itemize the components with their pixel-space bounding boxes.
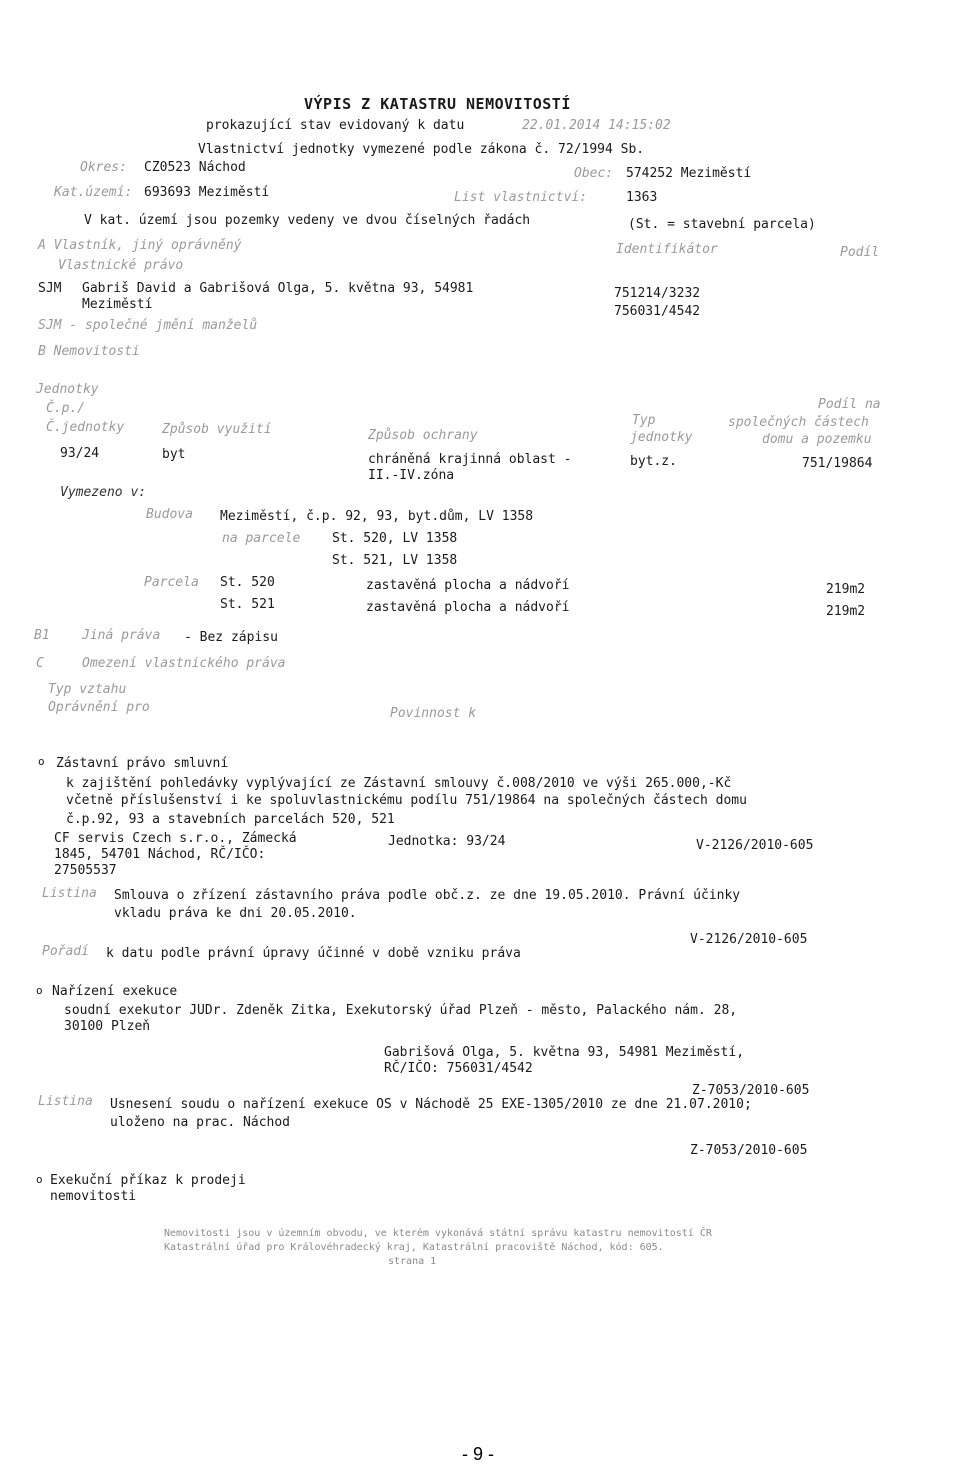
obec-label: Obec: [574, 166, 614, 181]
unit-protection-2: II.-IV.zóna [368, 468, 455, 483]
parcela-label: Parcela [144, 575, 199, 590]
section-a-sub: Vlastnické právo [58, 258, 184, 273]
entry1-line3: č.p.92, 93 a stavebních parcelách 520, 521 [66, 812, 395, 827]
entry1-listina-label: Listina [42, 886, 97, 901]
section-c-label: C [36, 656, 44, 671]
typ-vztahu: Typ vztahu [48, 682, 127, 697]
pozemky-note: V kat. území jsou pozemky vedeny ve dvou číselných řadách [84, 213, 531, 228]
budova-value: Meziměstí, č.p. 92, 93, byt.dům, LV 1358 [220, 509, 534, 524]
entry1-line2: včetně příslušenství i ke spoluvlastnickému podílu 751/19864 na společných částech domu [66, 793, 747, 808]
unit-number: 93/24 [60, 446, 100, 461]
obec-value: 574252 Meziměstí [626, 166, 752, 181]
owner-type: SJM [38, 281, 62, 296]
entry1-listina2: vkladu práva ke dni 20.05.2010. [114, 906, 357, 921]
page-number: - 9 - [462, 1444, 495, 1464]
entry1-ref1: V-2126/2010-605 [696, 838, 814, 853]
naparcele-label: na parcele [222, 531, 301, 546]
unit-share: 751/19864 [802, 456, 873, 471]
entry1-creditor3: 27505537 [54, 863, 117, 878]
owner-id2: 756031/4542 [614, 304, 701, 319]
entry2-listina-label: Listina [38, 1094, 93, 1109]
col-podil: Podíl [840, 245, 880, 260]
owner-id1: 751214/3232 [614, 286, 701, 301]
entry2-bullet: o [36, 984, 43, 997]
entry1-title: Zástavní právo smluvní [56, 756, 229, 771]
col-typ-1: Typ [632, 413, 656, 428]
owner-line2: Meziměstí [82, 297, 153, 312]
entry1-line1: k zajištění pohledávky vyplývající ze Zástavní smlouvy č.008/2010 ve výši 265.000,-Kč [66, 776, 732, 791]
lv-label: List vlastnictví: [454, 190, 588, 205]
jednotky-heading: Jednotky [36, 382, 99, 397]
footer-page-label: strana 1 [388, 1256, 437, 1267]
parcela1-area: 219m2 [826, 582, 866, 597]
entry2-title: Nařízení exekuce [52, 984, 178, 999]
col-identifikator: Identifikátor [616, 242, 718, 257]
parcela1-desc: zastavěná plocha a nádvoří [366, 578, 570, 593]
entry2-ref1: Z-7053/2010-605 [692, 1083, 810, 1098]
parcela1-num: St. 520 [220, 575, 275, 590]
lv-value: 1363 [626, 190, 658, 205]
entry2-listina2: uloženo na prac. Náchod [110, 1115, 291, 1130]
okres-value: CZ0523 Náchod [144, 160, 246, 175]
st-note: (St. = stavební parcela) [628, 217, 816, 232]
entry1-creditor2: 1845, 54701 Náchod, RČ/IČO: [54, 847, 266, 862]
section-b1-value: - Bez zápisu [184, 630, 278, 645]
opravneni-pro: Oprávnění pro [48, 700, 150, 715]
entry1-poradi: k datu podle právní úpravy účinné v době vzniku práva [106, 946, 521, 961]
unit-protection-1: chráněná krajinná oblast - [368, 452, 572, 467]
owner-line1: Gabriš David a Gabrišová Olga, 5. května 93, 54981 [82, 281, 474, 296]
entry1-jednotka: Jednotka: 93/24 [388, 834, 506, 849]
section-b-heading: B Nemovitosti [38, 344, 140, 359]
entry1-poradi-label: Pořadí [42, 944, 89, 959]
vymezeno-label: Vymezeno v: [60, 485, 147, 500]
col-podil-3: domu a pozemku [762, 432, 872, 447]
budova-label: Budova [146, 507, 193, 522]
entry3-title1: Exekuční příkaz k prodeji [50, 1173, 246, 1188]
section-c-heading: Omezení vlastnického práva [82, 656, 286, 671]
footer-line1: Nemovitosti jsou v územním obvodu, ve kterém vykonává státní správu katastru nemovitostí ČR [164, 1228, 712, 1239]
document-title: VÝPIS Z KATASTRU NEMOVITOSTÍ [304, 95, 571, 113]
naparcele-2: St. 521, LV 1358 [332, 553, 458, 568]
section-a-heading: A Vlastník, jiný oprávněný [38, 238, 242, 253]
entry2-listina1: Usnesení soudu o nařízení exekuce OS v Náchodě 25 EXE-1305/2010 ze dne 21.07.2010; [110, 1097, 752, 1112]
footer-line2: Katastrální úřad pro Královéhradecký kraj, Katastrální pracoviště Náchod, kód: 605. [164, 1242, 664, 1253]
subtitle-label: prokazující stav evidovaný k datu [206, 118, 465, 133]
parcela2-area: 219m2 [826, 604, 866, 619]
povinnost-k: Povinnost k [390, 706, 477, 721]
entry3-title2: nemovitosti [50, 1189, 137, 1204]
okres-label: Okres: [80, 160, 127, 175]
col-cp: Č.p./ [46, 401, 86, 416]
section-b1-label: B1 [34, 628, 50, 643]
entry2-line2: 30100 Plzeň [64, 1019, 151, 1034]
col-typ-2: jednotky [630, 430, 693, 445]
katuzemi-value: 693693 Meziměstí [144, 185, 270, 200]
entry2-person1: Gabrišová Olga, 5. května 93, 54981 Meziměstí, [384, 1045, 745, 1060]
section-b1-heading: Jiná práva [82, 628, 161, 643]
sjm-note: SJM - společné jmění manželů [38, 318, 258, 333]
law-line: Vlastnictví jednotky vymezené podle zákona č. 72/1994 Sb. [198, 142, 645, 157]
entry2-line1: soudní exekutor JUDr. Zdeněk Zitka, Exekutorský úřad Plzeň - město, Palackého nám. 28, [64, 1003, 738, 1018]
unit-type: byt.z. [630, 454, 677, 469]
entry1-ref2: V-2126/2010-605 [690, 932, 808, 947]
katuzemi-label: Kat.území: [54, 185, 133, 200]
col-podil-1: Podíl na [818, 397, 881, 412]
entry1-bullet: o [38, 755, 45, 768]
entry2-ref2: Z-7053/2010-605 [690, 1143, 808, 1158]
col-zpusob-vyuziti: Způsob využití [162, 422, 272, 437]
entry3-bullet: o [36, 1173, 43, 1186]
col-zpusob-ochrany: Způsob ochrany [368, 428, 478, 443]
col-podil-2: společných částech [728, 415, 869, 430]
naparcele-1: St. 520, LV 1358 [332, 531, 458, 546]
unit-use: byt [162, 447, 186, 462]
col-jednotky: Č.jednotky [46, 420, 125, 435]
entry1-creditor1: CF servis Czech s.r.o., Zámecká [54, 831, 297, 846]
parcela2-num: St. 521 [220, 597, 275, 612]
subtitle-date: 22.01.2014 14:15:02 [522, 118, 671, 133]
entry2-person2: RČ/IČO: 756031/4542 [384, 1061, 533, 1076]
parcela2-desc: zastavěná plocha a nádvoří [366, 600, 570, 615]
entry1-listina1: Smlouva o zřízení zástavního práva podle obč.z. ze dne 19.05.2010. Právní účinky [114, 888, 741, 903]
